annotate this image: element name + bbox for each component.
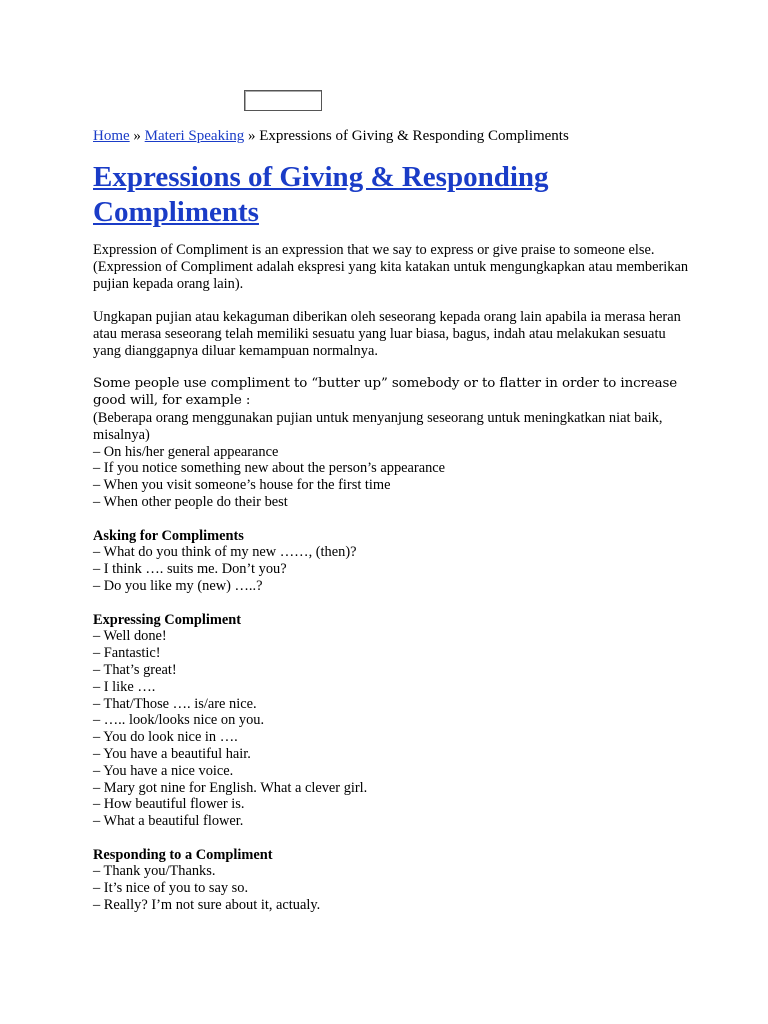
list-item: – When other people do their best — [93, 493, 288, 510]
page-title — [93, 160, 693, 230]
list-item: – Well done! — [93, 628, 167, 645]
admiration-paragraph: Ungkapan pujian atau kekaguman diberikan oleh seseorang kepada orang lain apabila ia merasa heran atau merasa seseorang telah memiliki sesuatu yang luar biasa, bagus, indah atau melakukan sesuatu yang dianggapnya diluar kemampuan normalnya. — [93, 309, 681, 359]
list-item: – Thank you/Thanks. — [93, 863, 216, 880]
list-item: – On his/her general appearance — [93, 443, 279, 460]
breadcrumb — [93, 126, 693, 146]
list-item: – I think …. suits me. Don’t you? — [93, 561, 287, 578]
list-item: – Fantastic! — [93, 645, 161, 662]
breadcrumb-home-link[interactable]: Home — [93, 128, 130, 144]
breadcrumb-current: Expressions of Giving & Responding Compliments — [259, 128, 569, 144]
breadcrumb-section-link[interactable]: Materi Speaking — [144, 128, 245, 144]
list-item: – That/Those …. is/are nice. — [93, 695, 257, 712]
intro-english: Expression of Compliment is an expression that we say to express or give praise to someone else. — [93, 242, 655, 258]
intro-indonesian: (Expression of Compliment adalah ekspresi yang kita katakan untuk mengungkapkan atau memberikan pujian kepada orang lain). — [93, 258, 689, 292]
search-input[interactable] — [244, 90, 322, 111]
list-item: – You have a beautiful hair. — [93, 745, 251, 762]
list-item: – How beautiful flower is. — [93, 796, 245, 813]
list-item: – That’s great! — [93, 661, 177, 678]
page-title-link[interactable]: Expressions of Giving & Responding Compliments — [93, 161, 549, 228]
responding-heading: Responding to a Compliment — [93, 846, 273, 863]
expressing-section — [93, 612, 693, 830]
list-item: – ….. look/looks nice on you. — [93, 712, 265, 729]
list-item: – I like …. — [93, 678, 156, 695]
list-item: – What a beautiful flower. — [93, 813, 244, 830]
list-item: – Really? I’m not sure about it, actualy. — [93, 897, 321, 914]
expressing-heading: Expressing Compliment — [93, 611, 242, 628]
asking-heading: Asking for Compliments — [93, 527, 244, 544]
asking-section — [93, 528, 693, 595]
list-item: – If you notice something new about the person’s appearance — [93, 460, 446, 477]
flattery-english: Some people use compliment to “butter up” somebody or to flatter in order to increase good will, for example : — [93, 376, 678, 409]
breadcrumb-separator: » — [244, 128, 260, 144]
article-body — [93, 242, 693, 914]
flattery-paragraph — [93, 376, 693, 510]
flattery-indonesian: (Beberapa orang menggunakan pujian untuk menyanjung seseorang untuk meningkatkan niat baik, misalnya) — [93, 409, 663, 443]
list-item: – You do look nice in …. — [93, 729, 238, 746]
list-item: – It’s nice of you to say so. — [93, 880, 249, 897]
responding-section — [93, 847, 693, 914]
list-item: – Do you like my (new) …..? — [93, 577, 263, 594]
article — [93, 126, 693, 931]
list-item: – Mary got nine for English. What a clever girl. — [93, 779, 368, 796]
list-item: – When you visit someone’s house for the first time — [93, 477, 391, 494]
intro-paragraph — [93, 242, 693, 292]
list-item: – What do you think of my new ……, (then)? — [93, 544, 357, 561]
list-item: – You have a nice voice. — [93, 762, 234, 779]
breadcrumb-separator: » — [129, 128, 145, 144]
